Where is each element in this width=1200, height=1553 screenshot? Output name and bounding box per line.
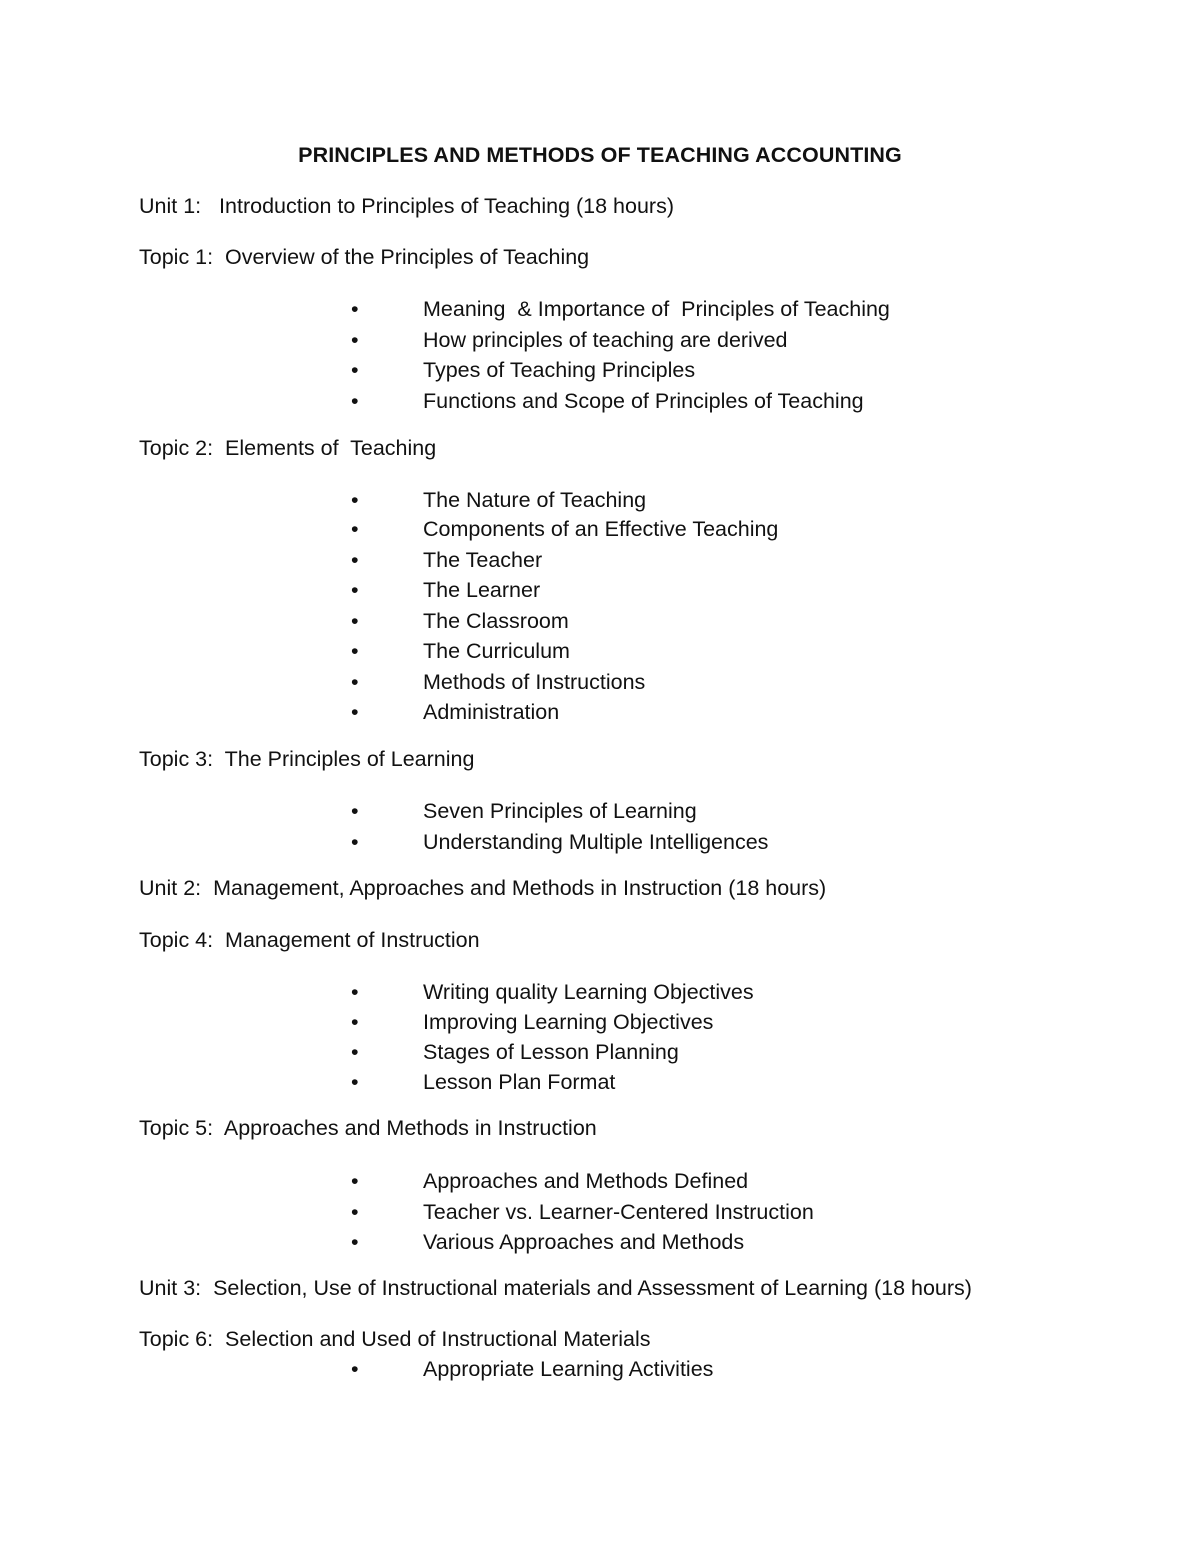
bullet-icon: • [351, 700, 359, 724]
document-title: PRINCIPLES AND METHODS OF TEACHING ACCOUNTING [298, 143, 902, 167]
list-item-text: Teacher vs. Learner-Centered Instruction [423, 1200, 814, 1224]
list-item-text: Administration [423, 700, 560, 724]
list-item-text: Seven Principles of Learning [423, 799, 697, 823]
list-item-text: Improving Learning Objectives [423, 1010, 714, 1034]
topic-5-heading: Topic 5: Approaches and Methods in Instruction [139, 1116, 597, 1140]
unit-2-heading: Unit 2: Management, Approaches and Methods in Instruction (18 hours) [139, 876, 827, 900]
bullet-icon: • [351, 548, 359, 572]
unit-1-heading: Unit 1: Introduction to Principles of Teaching (18 hours) [139, 194, 675, 218]
bullet-icon: • [351, 1040, 359, 1064]
bullet-icon: • [351, 1169, 359, 1193]
list-item-text: Components of an Effective Teaching [423, 517, 779, 541]
list-item-text: The Learner [423, 578, 541, 602]
bullet-icon: • [351, 609, 359, 633]
topic-6-heading: Topic 6: Selection and Used of Instructional Materials [139, 1327, 651, 1351]
bullet-icon: • [351, 297, 359, 321]
list-item-text: Lesson Plan Format [423, 1070, 616, 1094]
topic-2-heading: Topic 2: Elements of Teaching [139, 436, 437, 460]
list-item-text: Functions and Scope of Principles of Teaching [423, 389, 864, 413]
bullet-icon: • [351, 639, 359, 663]
list-item-text: Methods of Instructions [423, 670, 646, 694]
list-item-text: Types of Teaching Principles [423, 358, 696, 382]
bullet-icon: • [351, 1200, 359, 1224]
topic-3-heading: Topic 3: The Principles of Learning [139, 747, 475, 771]
list-item-text: The Classroom [423, 609, 569, 633]
list-item-text: The Teacher [423, 548, 543, 572]
bullet-icon: • [351, 358, 359, 382]
unit-3-heading: Unit 3: Selection, Use of Instructional materials and Assessment of Learning (18 hours) [139, 1276, 972, 1300]
bullet-icon: • [351, 1230, 359, 1254]
list-item-text: Understanding Multiple Intelligences [423, 830, 769, 854]
topic-1-heading: Topic 1: Overview of the Principles of Teaching [139, 245, 590, 269]
bullet-icon: • [351, 488, 359, 512]
list-item-text: Appropriate Learning Activities [423, 1357, 714, 1381]
bullet-icon: • [351, 830, 359, 854]
bullet-icon: • [351, 517, 359, 541]
list-item-text: Meaning & Importance of Principles of Teaching [423, 297, 890, 321]
bullet-icon: • [351, 1010, 359, 1034]
list-item-text: Approaches and Methods Defined [423, 1169, 749, 1193]
bullet-icon: • [351, 578, 359, 602]
bullet-icon: • [351, 1357, 359, 1381]
bullet-icon: • [351, 389, 359, 413]
list-item-text: How principles of teaching are derived [423, 328, 788, 352]
list-item-text: Various Approaches and Methods [423, 1230, 745, 1254]
bullet-icon: • [351, 1070, 359, 1094]
bullet-icon: • [351, 670, 359, 694]
list-item-text: The Curriculum [423, 639, 570, 663]
topic-4-heading: Topic 4: Management of Instruction [139, 928, 480, 952]
list-item-text: The Nature of Teaching [423, 488, 647, 512]
bullet-icon: • [351, 980, 359, 1004]
bullet-icon: • [351, 799, 359, 823]
list-item-text: Stages of Lesson Planning [423, 1040, 679, 1064]
bullet-icon: • [351, 328, 359, 352]
list-item-text: Writing quality Learning Objectives [423, 980, 754, 1004]
